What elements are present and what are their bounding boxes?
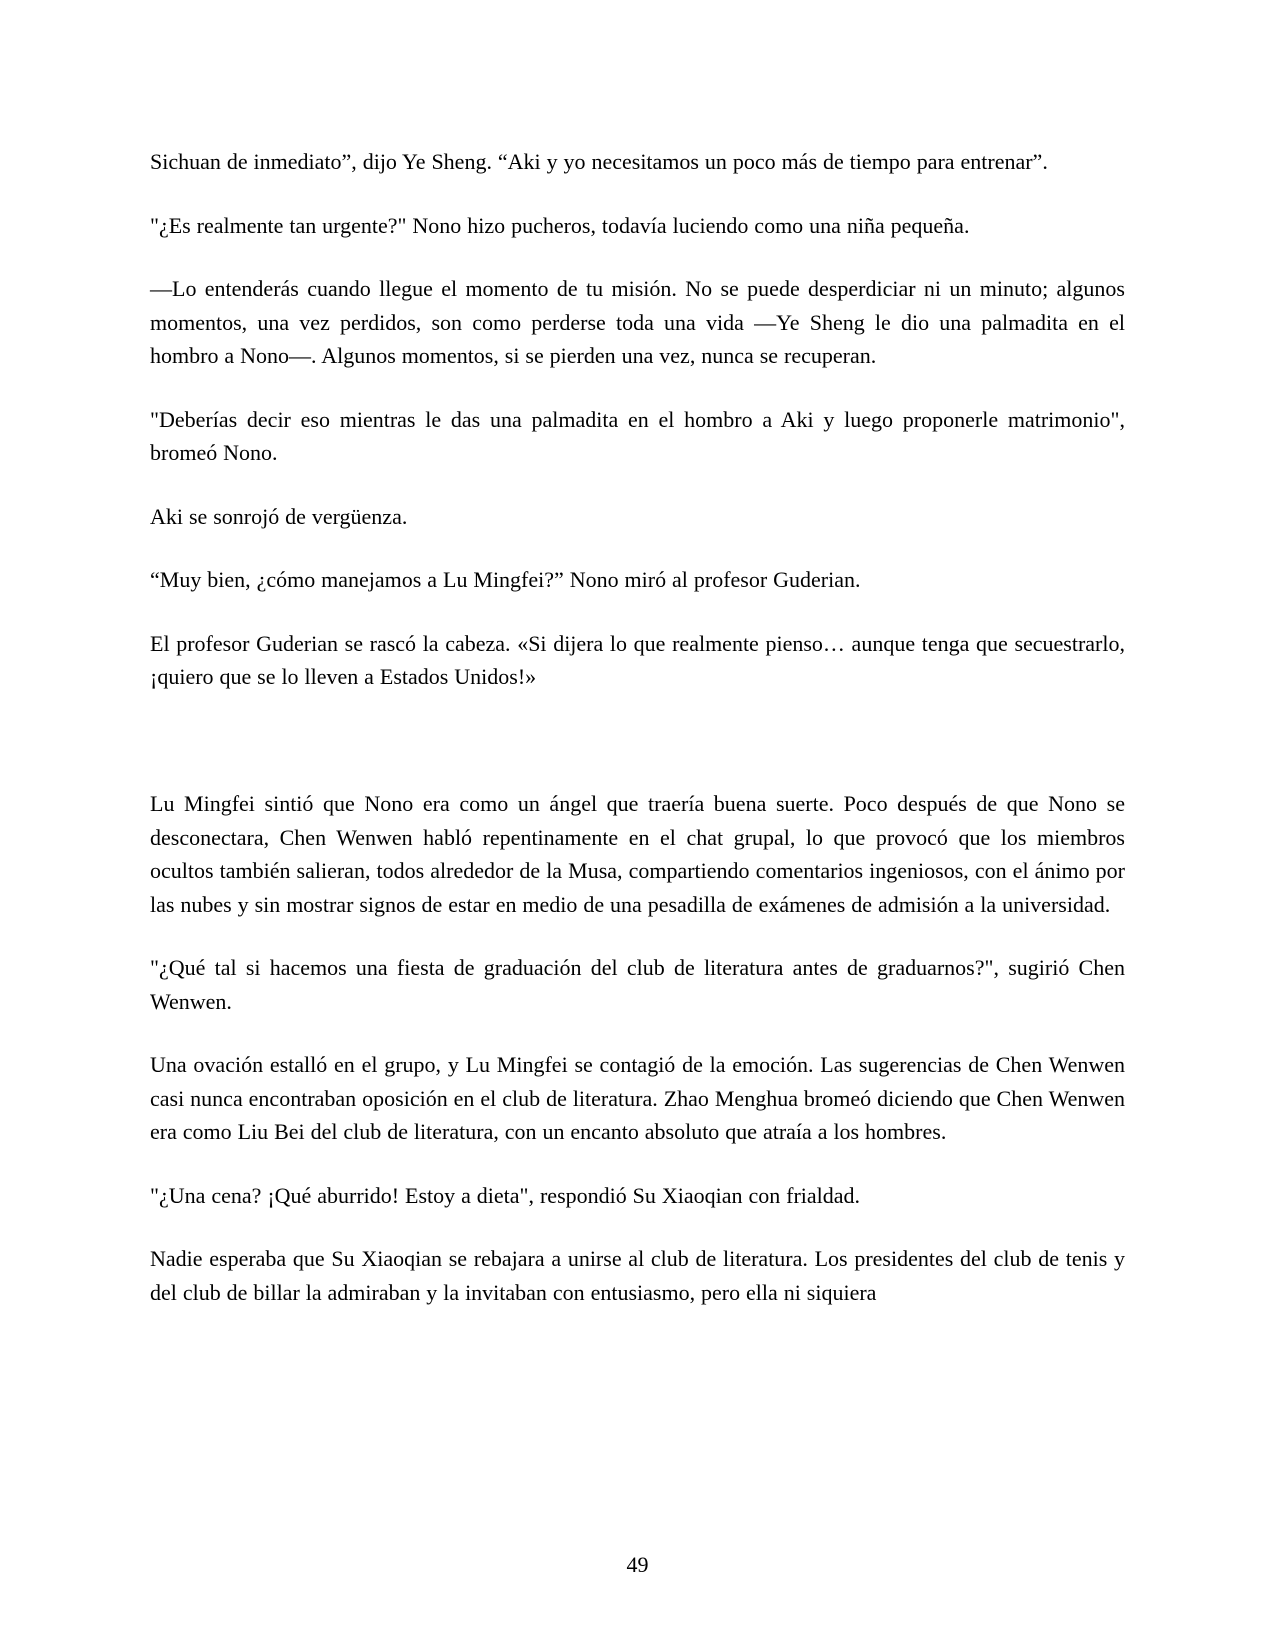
page-number: 49	[626, 1552, 649, 1577]
paragraph-8: Lu Mingfei sintió que Nono era como un ángel que traería buena suerte. Poco después de que Nono se desconectara, Chen Wenwen habló repentinamente en el chat grupal, lo que provocó que los miembros ocultos también salieran, todos alrededor de la Musa, compartiendo comentarios ingeniosos, con el ánimo por las nubes y sin mostrar signos de estar en medio de una pesadilla de exámenes de admisión a la universidad.	[150, 791, 1125, 917]
paragraph-6: “Muy bien, ¿cómo manejamos a Lu Mingfei?” Nono miró al profesor Guderian.	[150, 567, 861, 592]
paragraph-9: "¿Qué tal si hacemos una fiesta de graduación del club de literatura antes de graduarnos?", sugirió Chen Wenwen.	[150, 955, 1125, 1014]
paragraph-12: Nadie esperaba que Su Xiaoqian se rebajara a unirse al club de literatura. Los presidentes del club de tenis y del club de billar la admiraban y la invitaban con entusiasmo, pero ella ni siquiera	[150, 1246, 1125, 1305]
page-content	[150, 145, 1125, 1339]
paragraph-4: "Deberías decir eso mientras le das una palmadita en el hombro a Aki y luego proponerle matrimonio", bromeó Nono.	[150, 406, 1125, 465]
paragraph-11: "¿Una cena? ¡Qué aburrido! Estoy a dieta", respondió Su Xiaoqian con frialdad.	[150, 1182, 861, 1208]
paragraph-3: —Lo entenderás cuando llegue el momento de tu misión. No se puede desperdiciar ni un minuto; algunos momentos, una vez perdidos, son como perderse toda una vida —Ye Sheng le dio una palmadita en el hombro a Nono—. Algunos momentos, si se pierden una vez, nunca se recuperan.	[150, 276, 1125, 368]
paragraph-10: Una ovación estalló en el grupo, y Lu Mingfei se contagió de la emoción. Las sugerencias de Chen Wenwen casi nunca encontraban oposición en el club de literatura. Zhao Menghua bromeó diciendo que Chen Wenwen era como Liu Bei del club de literatura, con un encanto absoluto que atraía a los hombres.	[150, 1052, 1125, 1144]
paragraph-2: "¿Es realmente tan urgente?" Nono hizo pucheros, todavía luciendo como una niña pequeña.	[150, 212, 970, 238]
paragraph-7: El profesor Guderian se rascó la cabeza. «Si dijera lo que realmente pienso… aunque tenga que secuestrarlo, ¡quiero que se lo lleven a Estados Unidos!»	[150, 630, 1125, 689]
paragraph-1: Sichuan de inmediato”, dijo Ye Sheng. “Aki y yo necesitamos un poco más de tiempo para entrenar”.	[150, 149, 1048, 174]
paragraph-5: Aki se sonrojó de vergüenza.	[150, 503, 408, 529]
section-break	[150, 724, 1125, 758]
